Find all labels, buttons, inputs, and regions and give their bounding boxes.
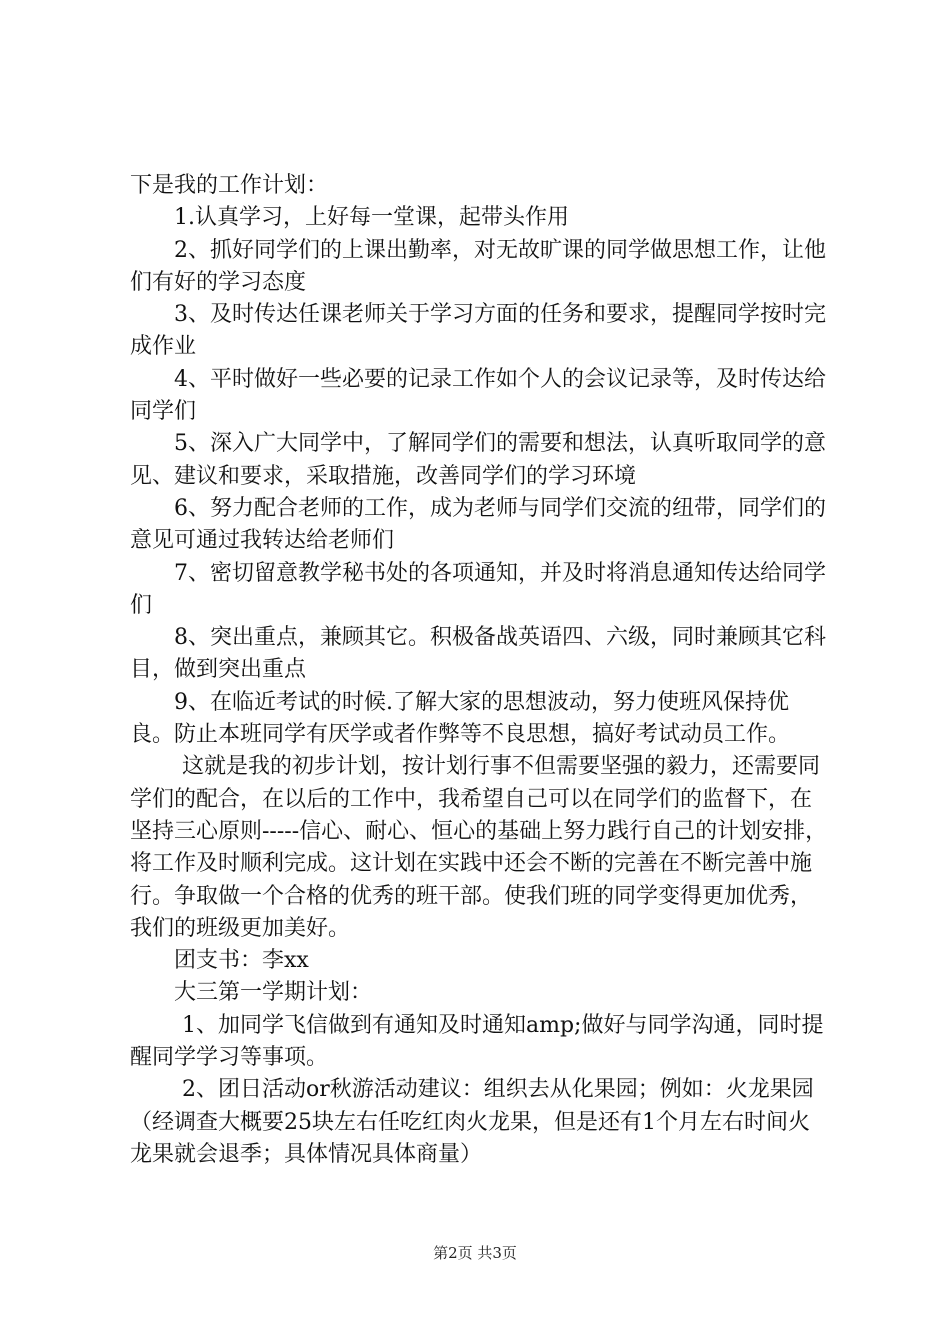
paragraph: 1.认真学习，上好每一堂课，起带头作用 (174, 205, 569, 231)
paragraph: 6、努力配合老师的工作，成为老师与同学们交流的纽带，同学们的意见可通过我转达给老师们 (130, 495, 826, 554)
paragraph: 9、在临近考试的时候.了解大家的思想波动，努力使班风保持优良。防止本班同学有厌学或者作弊等不良思想，搞好考试动员工作。 (130, 689, 791, 748)
paragraph: 8、突出重点，兼顾其它。积极备战英语四、六级，同时兼顾其它科目，做到突出重点 (130, 625, 826, 683)
document-body (130, 170, 830, 1171)
paragraph: 4、平时做好一些必要的记录工作如个人的会议记录等，及时传达给同学们 (130, 366, 826, 425)
paragraph: 大三第一学期计划： (174, 980, 373, 1006)
paragraph: 3、及时传达任课老师关于学习方面的任务和要求，提醒同学按时完成作业 (130, 302, 826, 360)
paragraph: 2、团日活动or秋游活动建议：组织去从化果园；例如：火龙果园（经调查大概要25块左右任吃红肉火龙果，但是还有1个月左右时间火龙果就会退季；具体情况具体商量） (130, 1077, 814, 1167)
paragraph: 2、抓好同学们的上课出勤率，对无故旷课的同学做思想工作，让他们有好的学习态度 (130, 237, 826, 295)
page-footer: 第2页 共3页 (433, 1244, 517, 1262)
paragraph: 下是我的工作计划： (130, 173, 329, 198)
paragraph: 1、加同学飞信做到有通知及时通知amp;做好与同学沟通，同时提醒同学学习等事项。 (130, 1012, 824, 1071)
paragraph: 团支书：李xx (174, 948, 309, 974)
paragraph: 7、密切留意教学秘书处的各项通知，并及时将消息通知传达给同学们 (130, 560, 826, 618)
paragraph: 5、深入广大同学中，了解同学们的需要和想法，认真听取同学的意见、建议和要求，采取措施，改善同学们的学习环境 (130, 431, 826, 489)
paragraph: 这就是我的初步计划，按计划行事不但需要坚强的毅力，还需要同学们的配合，在以后的工作中，我希望自己可以在同学们的监督下，在坚持三心原则-----信心、耐心、恒心的基础上努力践行自己的计划安排，将工作及时顺利完成。这计划在实践中还会不断的完善在不断完善中施行。争取做一个合格的优秀的班干部。使我们班的同学变得更加优秀，我们的班级更加美好。 (130, 754, 828, 941)
